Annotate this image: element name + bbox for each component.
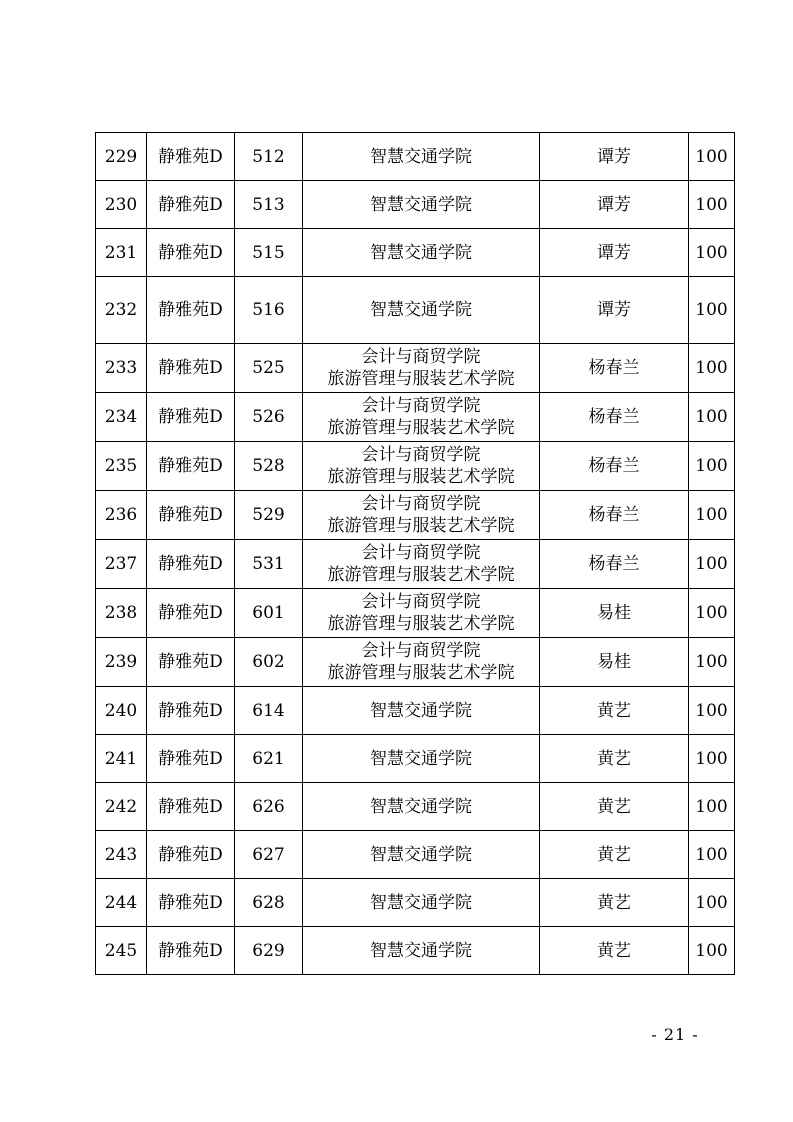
room-number-cell: 626 (235, 783, 303, 831)
college-name: 智慧交通学院 (370, 700, 472, 721)
college-name: 旅游管理与服装艺术学院 (327, 663, 515, 683)
person-in-charge-cell: 易桂 (540, 638, 689, 687)
row-number-cell: 245 (96, 927, 147, 975)
table-row (96, 927, 735, 975)
room-number-cell: 602 (235, 638, 303, 687)
row-number-cell: 234 (96, 393, 147, 442)
college-name: 旅游管理与服装艺术学院 (327, 516, 515, 536)
building-cell: 静雅苑D (147, 393, 235, 442)
college-cell (303, 540, 540, 589)
row-number-cell: 237 (96, 540, 147, 589)
row-number-cell: 235 (96, 442, 147, 491)
college-cell (303, 442, 540, 491)
person-in-charge-cell: 谭芳 (540, 133, 689, 181)
dormitory-score-table (95, 132, 735, 975)
score-cell: 100 (689, 831, 735, 879)
row-number-cell: 238 (96, 589, 147, 638)
table-row (96, 783, 735, 831)
person-in-charge-cell: 杨春兰 (540, 344, 689, 393)
building-cell: 静雅苑D (147, 442, 235, 491)
score-cell: 100 (689, 783, 735, 831)
table-row (96, 344, 735, 393)
person-in-charge-cell: 黄艺 (540, 879, 689, 927)
college-name: 旅游管理与服装艺术学院 (327, 467, 515, 487)
college-name: 会计与商贸学院 (361, 396, 481, 416)
building-cell: 静雅苑D (147, 229, 235, 277)
score-cell: 100 (689, 879, 735, 927)
score-cell: 100 (689, 687, 735, 735)
score-cell: 100 (689, 393, 735, 442)
score-cell: 100 (689, 638, 735, 687)
building-cell: 静雅苑D (147, 783, 235, 831)
room-number-cell: 513 (235, 181, 303, 229)
college-name: 会计与商贸学院 (361, 347, 481, 367)
score-cell: 100 (689, 442, 735, 491)
college-cell (303, 229, 540, 277)
college-name: 智慧交通学院 (370, 300, 472, 320)
college-cell (303, 589, 540, 638)
college-cell (303, 277, 540, 344)
person-in-charge-cell: 杨春兰 (540, 442, 689, 491)
college-name: 旅游管理与服装艺术学院 (327, 418, 515, 438)
person-in-charge-cell: 谭芳 (540, 181, 689, 229)
page-number: - 21 - (651, 1025, 699, 1044)
college-name: 会计与商贸学院 (361, 445, 481, 465)
row-number-cell: 230 (96, 181, 147, 229)
college-cell (303, 344, 540, 393)
room-number-cell: 531 (235, 540, 303, 589)
college-cell (303, 831, 540, 879)
college-name: 智慧交通学院 (370, 940, 472, 961)
room-number-cell: 529 (235, 491, 303, 540)
building-cell: 静雅苑D (147, 540, 235, 589)
score-cell: 100 (689, 735, 735, 783)
row-number-cell: 233 (96, 344, 147, 393)
room-number-cell: 526 (235, 393, 303, 442)
room-number-cell: 601 (235, 589, 303, 638)
college-name: 会计与商贸学院 (361, 494, 481, 514)
score-cell: 100 (689, 927, 735, 975)
building-cell: 静雅苑D (147, 589, 235, 638)
college-name: 旅游管理与服装艺术学院 (327, 614, 515, 634)
row-number-cell: 232 (96, 277, 147, 344)
building-cell: 静雅苑D (147, 831, 235, 879)
college-name: 智慧交通学院 (370, 194, 472, 215)
room-number-cell: 512 (235, 133, 303, 181)
person-in-charge-cell: 黄艺 (540, 831, 689, 879)
room-number-cell: 629 (235, 927, 303, 975)
room-number-cell: 628 (235, 879, 303, 927)
person-in-charge-cell: 黄艺 (540, 783, 689, 831)
room-number-cell: 515 (235, 229, 303, 277)
table-row (96, 181, 735, 229)
row-number-cell: 243 (96, 831, 147, 879)
college-cell (303, 927, 540, 975)
college-cell (303, 783, 540, 831)
college-name: 会计与商贸学院 (361, 592, 481, 612)
college-name: 智慧交通学院 (370, 892, 472, 913)
row-number-cell: 244 (96, 879, 147, 927)
table-row (96, 133, 735, 181)
table-row (96, 687, 735, 735)
person-in-charge-cell: 黄艺 (540, 927, 689, 975)
college-name: 智慧交通学院 (370, 242, 472, 263)
college-cell (303, 133, 540, 181)
row-number-cell: 236 (96, 491, 147, 540)
room-number-cell: 614 (235, 687, 303, 735)
college-cell (303, 687, 540, 735)
building-cell: 静雅苑D (147, 491, 235, 540)
table-row (96, 879, 735, 927)
person-in-charge-cell: 杨春兰 (540, 491, 689, 540)
row-number-cell: 242 (96, 783, 147, 831)
score-cell: 100 (689, 540, 735, 589)
score-cell: 100 (689, 277, 735, 344)
table-row (96, 393, 735, 442)
person-in-charge-cell: 杨春兰 (540, 393, 689, 442)
building-cell: 静雅苑D (147, 687, 235, 735)
college-name: 旅游管理与服装艺术学院 (327, 369, 515, 389)
person-in-charge-cell: 黄艺 (540, 687, 689, 735)
row-number-cell: 239 (96, 638, 147, 687)
score-cell: 100 (689, 229, 735, 277)
score-cell: 100 (689, 589, 735, 638)
table-row (96, 277, 735, 344)
college-cell (303, 393, 540, 442)
table-row (96, 540, 735, 589)
room-number-cell: 627 (235, 831, 303, 879)
room-number-cell: 525 (235, 344, 303, 393)
table-row (96, 229, 735, 277)
college-cell (303, 735, 540, 783)
building-cell: 静雅苑D (147, 133, 235, 181)
table-row (96, 638, 735, 687)
building-cell: 静雅苑D (147, 344, 235, 393)
person-in-charge-cell: 易桂 (540, 589, 689, 638)
row-number-cell: 241 (96, 735, 147, 783)
score-cell: 100 (689, 133, 735, 181)
college-cell (303, 638, 540, 687)
score-cell: 100 (689, 491, 735, 540)
college-cell (303, 879, 540, 927)
table-row (96, 831, 735, 879)
row-number-cell: 229 (96, 133, 147, 181)
building-cell: 静雅苑D (147, 879, 235, 927)
person-in-charge-cell: 谭芳 (540, 277, 689, 344)
room-number-cell: 621 (235, 735, 303, 783)
room-number-cell: 528 (235, 442, 303, 491)
college-name: 旅游管理与服装艺术学院 (327, 565, 515, 585)
college-cell (303, 491, 540, 540)
college-name: 智慧交通学院 (370, 748, 472, 769)
college-name: 会计与商贸学院 (361, 641, 481, 661)
person-in-charge-cell: 杨春兰 (540, 540, 689, 589)
person-in-charge-cell: 谭芳 (540, 229, 689, 277)
table-row (96, 589, 735, 638)
building-cell: 静雅苑D (147, 927, 235, 975)
score-cell: 100 (689, 344, 735, 393)
building-cell: 静雅苑D (147, 638, 235, 687)
college-name: 会计与商贸学院 (361, 543, 481, 563)
table-row (96, 491, 735, 540)
building-cell: 静雅苑D (147, 181, 235, 229)
college-name: 智慧交通学院 (370, 844, 472, 865)
score-cell: 100 (689, 181, 735, 229)
room-number-cell: 516 (235, 277, 303, 344)
building-cell: 静雅苑D (147, 277, 235, 344)
table-body (96, 133, 735, 975)
college-name: 智慧交通学院 (370, 146, 472, 167)
college-cell (303, 181, 540, 229)
row-number-cell: 240 (96, 687, 147, 735)
row-number-cell: 231 (96, 229, 147, 277)
person-in-charge-cell: 黄艺 (540, 735, 689, 783)
building-cell: 静雅苑D (147, 735, 235, 783)
table-row (96, 735, 735, 783)
college-name: 智慧交通学院 (370, 796, 472, 817)
table-row (96, 442, 735, 491)
